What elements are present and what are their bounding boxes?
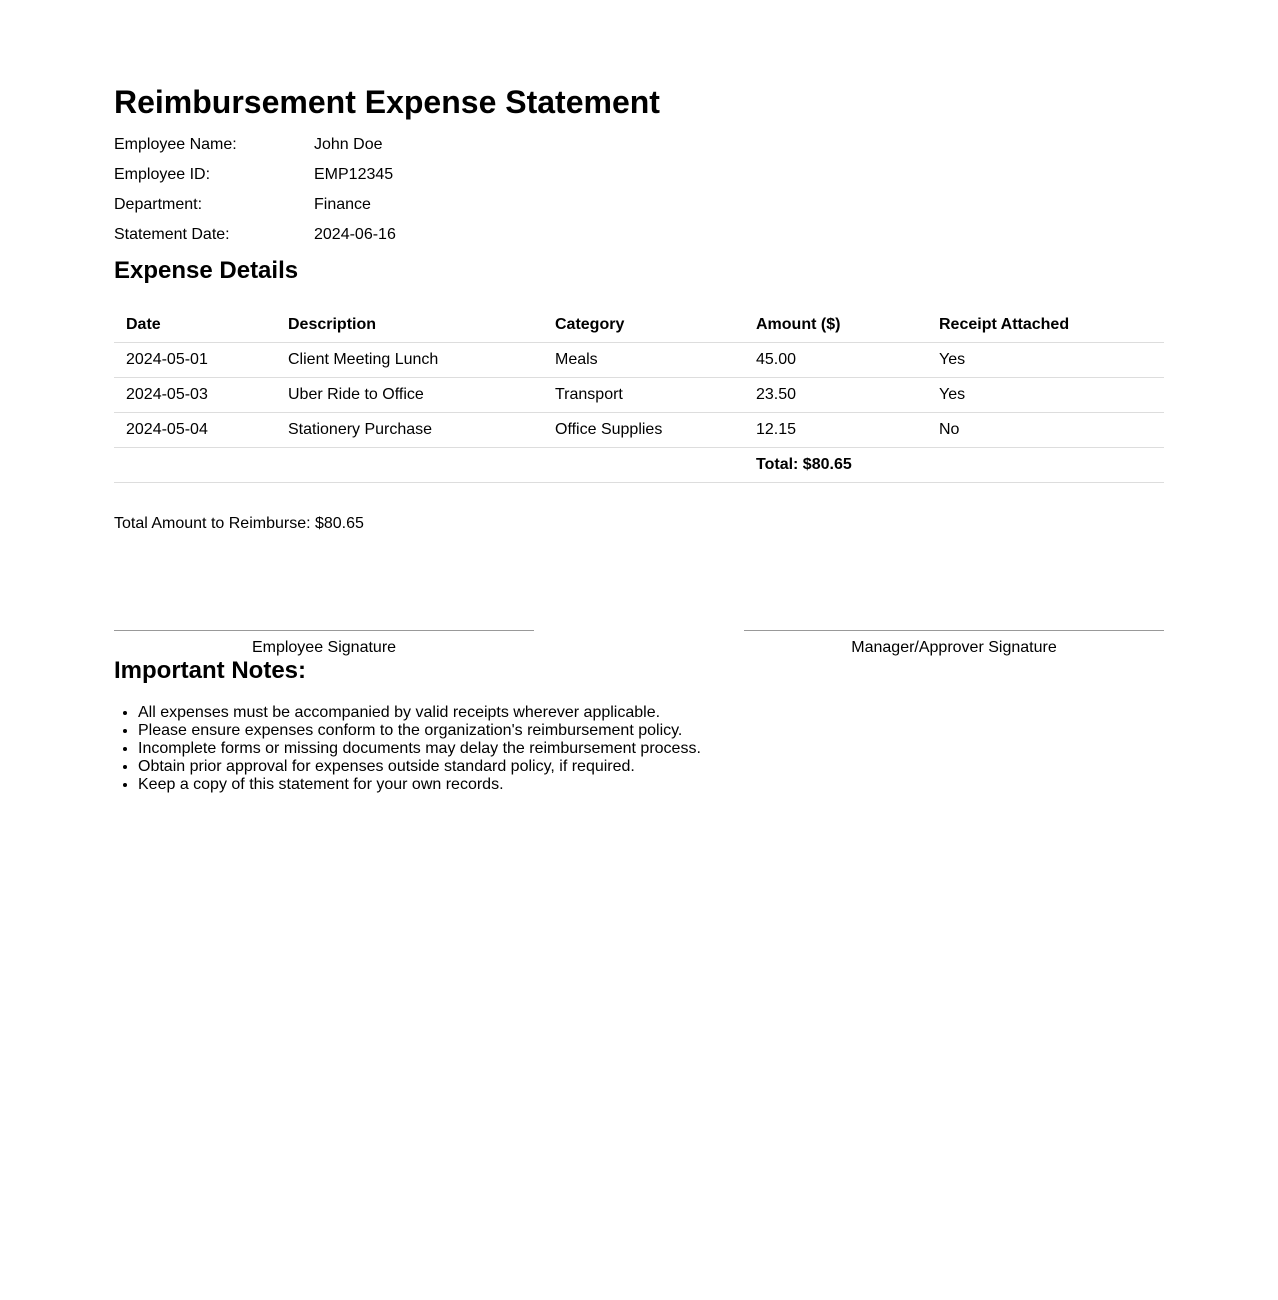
info-label: Department: [114, 196, 203, 213]
expense-table [114, 308, 1164, 483]
cell-category: Office Supplies [543, 413, 744, 448]
empty-cell [114, 448, 276, 483]
manager-signature-line [744, 630, 1164, 658]
header-date: Date [114, 308, 276, 343]
table-row [114, 378, 1164, 413]
cell-date: 2024-05-03 [114, 378, 276, 413]
table-total-row [114, 448, 1164, 483]
header-amount: Amount ($) [744, 308, 927, 343]
manager-signature-label: Manager/Approver Signature [851, 639, 1057, 656]
info-value: 2024-06-16 [314, 226, 396, 243]
cell-amount: 45.00 [744, 343, 927, 378]
cell-date: 2024-05-04 [114, 413, 276, 448]
cell-category: Transport [543, 378, 744, 413]
cell-description: Uber Ride to Office [276, 378, 543, 413]
cell-receipt: Yes [927, 378, 1164, 413]
info-value: EMP12345 [314, 166, 394, 183]
cell-date: 2024-05-01 [114, 343, 276, 378]
total-reimburse-text: Total Amount to Reimburse: $80.65 [114, 515, 364, 532]
cell-receipt: Yes [927, 343, 1164, 378]
cell-category: Meals [543, 343, 744, 378]
info-label: Statement Date: [114, 226, 230, 243]
table-row [114, 413, 1164, 448]
notes-heading: Important Notes: [114, 657, 306, 684]
table-row [114, 343, 1164, 378]
header-receipt: Receipt Attached [927, 308, 1164, 343]
info-value: Finance [314, 196, 371, 213]
info-label: Employee ID: [114, 166, 211, 183]
empty-cell [276, 448, 543, 483]
table-header-row [114, 308, 1164, 343]
employee-signature-label: Employee Signature [251, 639, 397, 656]
list-item: • All expenses must be accompanied by valid receipts wherever applicable. [138, 704, 701, 722]
header-category: Category [543, 308, 744, 343]
list-item: • Keep a copy of this statement for your own records. [138, 776, 701, 794]
cell-amount: 12.15 [744, 413, 927, 448]
empty-cell [543, 448, 744, 483]
notes-list [114, 704, 701, 794]
page-title: Reimbursement Expense Statement [114, 84, 660, 120]
cell-description: Stationery Purchase [276, 413, 543, 448]
empty-cell [927, 448, 1164, 483]
expense-details-heading: Expense Details [114, 257, 299, 284]
cell-description: Client Meeting Lunch [276, 343, 543, 378]
cell-amount: 23.50 [744, 378, 927, 413]
list-item: • Obtain prior approval for expenses outside standard policy, if required. [138, 758, 701, 776]
info-label: Employee Name: [114, 136, 237, 153]
cell-receipt: No [927, 413, 1164, 448]
list-item: • Please ensure expenses conform to the organization's reimbursement policy. [138, 722, 701, 740]
table-total: Total: $80.65 [744, 448, 927, 483]
list-item: • Incomplete forms or missing documents may delay the reimbursement process. [138, 740, 701, 758]
info-value: John Doe [314, 136, 383, 153]
employee-signature-line [114, 630, 534, 658]
header-description: Description [276, 308, 543, 343]
